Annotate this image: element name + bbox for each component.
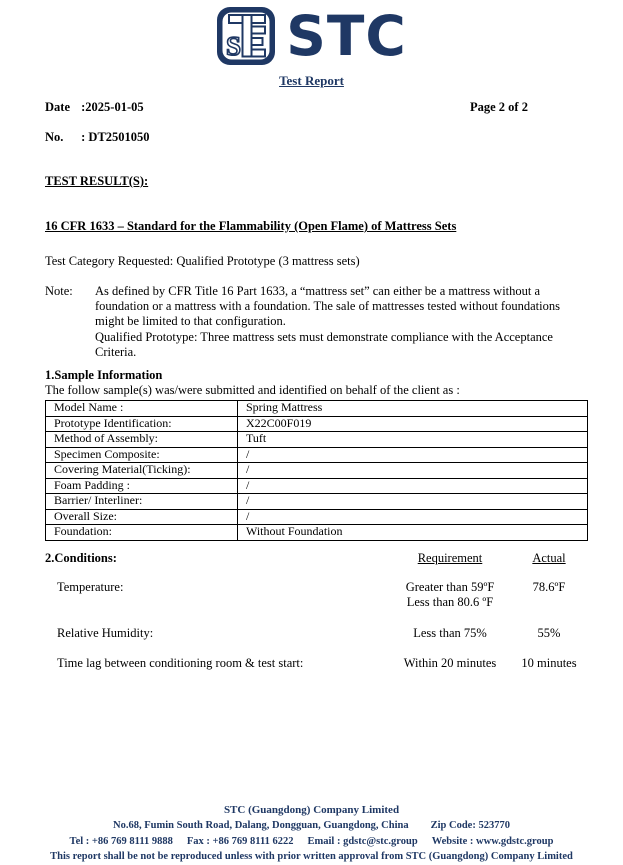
page-indicator: Page 2 of 2 xyxy=(470,100,528,114)
standard-heading: 16 CFR 1633 – Standard for the Flammability (Open Flame) of Mattress Sets xyxy=(45,219,457,233)
table-row xyxy=(46,401,588,417)
table-row xyxy=(46,432,588,448)
svg-text:S: S xyxy=(226,31,242,61)
footer-address: No.68, Fumin South Road, Dalang, Dongguan, Guangdong, China xyxy=(113,820,409,831)
condition-actual: 55% xyxy=(537,626,561,641)
row-value: X22C00F019 xyxy=(238,416,588,432)
row-label: Method of Assembly: xyxy=(46,432,238,448)
sample-information-intro: The follow sample(s) was/were submitted and identified on behalf of the client as : xyxy=(45,383,460,397)
condition-row-time-lag xyxy=(45,656,588,671)
report-title: Test Report xyxy=(279,73,344,88)
table-row xyxy=(46,416,588,432)
table-row xyxy=(46,494,588,510)
date-value: :2025-01-05 xyxy=(81,100,144,114)
date-label: Date xyxy=(45,100,70,114)
table-row xyxy=(46,509,588,525)
row-value: Tuft xyxy=(238,432,588,448)
footer-email: Email : gdstc@stc.group xyxy=(307,835,418,847)
note-label: Note: xyxy=(45,284,73,298)
sample-information-heading: 1.Sample Information xyxy=(45,368,163,382)
condition-requirement: Within 20 minutes xyxy=(403,655,497,670)
footer-website: Website : www.gdstc.group xyxy=(431,835,554,847)
test-category-line: Test Category Requested: Qualified Prototype (3 mattress sets) xyxy=(45,254,360,268)
footer-tel: Tel : +86 769 8111 9888 xyxy=(69,835,173,847)
condition-label: Relative Humidity: xyxy=(57,626,154,641)
header xyxy=(0,6,623,89)
row-label: Barrier/ Interliner: xyxy=(46,494,238,510)
row-value: / xyxy=(238,494,588,510)
row-label: Overall Size: xyxy=(46,509,238,525)
condition-actual: 78.6ºF xyxy=(532,580,566,594)
row-label: Foam Padding : xyxy=(46,478,238,494)
actual-column-header: Actual xyxy=(532,551,566,565)
footer-address-line xyxy=(0,818,623,834)
footer-contact-line xyxy=(0,834,623,850)
requirement-line: Less than 80.6 ºF xyxy=(406,595,494,610)
report-no-label: No. xyxy=(45,130,64,144)
row-label: Prototype Identification: xyxy=(46,416,238,432)
report-meta xyxy=(45,100,588,146)
condition-label: Time lag between conditioning room & test start: xyxy=(57,655,304,670)
footer-company-name: STC (Guangdong) Company Limited xyxy=(223,804,400,816)
report-no-value: : DT2501050 xyxy=(81,130,150,144)
table-row xyxy=(46,525,588,541)
note-text xyxy=(95,284,560,360)
row-value: / xyxy=(238,509,588,525)
table-row xyxy=(46,463,588,479)
note-line: Qualified Prototype: Three mattress sets must demonstrate compliance with the Acceptance xyxy=(95,329,553,344)
requirement-line: Greater than 59ºF xyxy=(405,580,495,594)
stc-logo xyxy=(216,6,407,66)
note-line: might be limited to that configuration. xyxy=(95,314,286,329)
condition-actual: 10 minutes xyxy=(521,655,577,670)
footer-zip: Zip Code: 523770 xyxy=(430,820,510,831)
row-label: Model Name : xyxy=(46,401,238,417)
stc-logo-icon xyxy=(216,6,276,66)
date-row xyxy=(45,100,588,116)
conditions-heading: 2.Conditions: xyxy=(45,551,117,565)
row-value: / xyxy=(238,463,588,479)
row-value: Without Foundation xyxy=(238,525,588,541)
footer-fax: Fax : +86 769 8111 6222 xyxy=(186,835,294,847)
footer xyxy=(0,803,623,865)
row-value: / xyxy=(238,447,588,463)
sample-information-table xyxy=(45,400,588,541)
note-line: Criteria. xyxy=(95,344,137,359)
note-line: As defined by CFR Title 16 Part 1633, a “mattress set” can either be a mattress without a xyxy=(95,284,541,298)
row-value: Spring Mattress xyxy=(238,401,588,417)
conditions-section xyxy=(45,551,588,671)
condition-row-temperature xyxy=(45,580,588,610)
report-no-row xyxy=(45,130,588,146)
stc-wordmark: STC xyxy=(286,4,407,68)
row-value: / xyxy=(238,478,588,494)
row-label: Specimen Composite: xyxy=(46,447,238,463)
table-row xyxy=(46,447,588,463)
footer-notice: This report shall be not be reproduced unless with prior written approval from STC (Guangdong) Company Limited xyxy=(50,851,573,862)
table-row xyxy=(46,478,588,494)
condition-requirement xyxy=(390,580,510,610)
condition-label: Temperature: xyxy=(57,580,124,594)
requirement-column-header: Requirement xyxy=(417,551,483,565)
note-block xyxy=(45,284,588,360)
row-label: Covering Material(Ticking): xyxy=(46,463,238,479)
conditions-header-row xyxy=(45,551,588,566)
sample-information-section xyxy=(45,368,588,541)
row-label: Foundation: xyxy=(46,525,238,541)
condition-requirement: Less than 75% xyxy=(413,626,487,641)
condition-row-humidity xyxy=(45,626,588,641)
note-line: foundation or a mattress with a foundation. The sale of mattresses tested without foundations xyxy=(95,299,560,314)
test-results-heading: TEST RESULT(S): xyxy=(45,174,149,188)
